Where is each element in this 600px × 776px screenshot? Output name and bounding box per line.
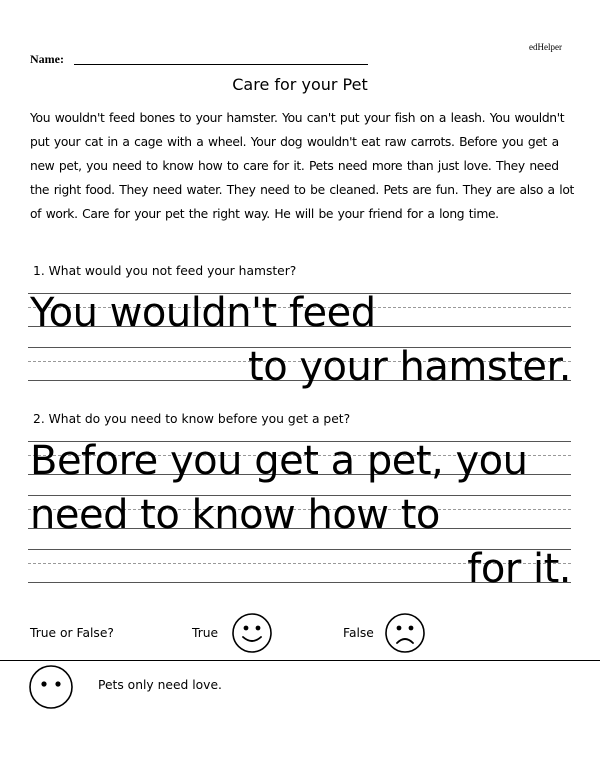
section-divider	[0, 660, 600, 661]
answer-2-text-3: for it.	[467, 546, 571, 592]
answer-2-text-1: Before you get a pet, you	[30, 438, 528, 484]
answer-2-line-3[interactable]	[28, 546, 571, 603]
question-1-prompt: 1. What would you not feed your hamster?	[33, 264, 297, 278]
true-false-label: True or False?	[30, 626, 114, 640]
frowning-face-icon[interactable]	[384, 612, 426, 658]
page-title: Care for your Pet	[232, 75, 368, 94]
answer-1-line-2[interactable]	[28, 344, 571, 401]
name-line[interactable]	[74, 64, 368, 65]
true-false-statement: Pets only need love.	[98, 678, 222, 692]
question-2-prompt: 2. What do you need to know before you get a pet?	[33, 412, 351, 426]
true-label: True	[192, 626, 219, 640]
name-label: Name:	[30, 52, 64, 66]
answer-1-text-2: to your hamster.	[248, 344, 571, 390]
neutral-face-icon[interactable]	[28, 664, 74, 714]
answer-2-line-2[interactable]	[28, 492, 571, 549]
answer-2-line-1[interactable]	[28, 438, 571, 495]
answer-1-text-1: You wouldn't feed	[30, 290, 376, 336]
brand-label: edHelper	[529, 42, 562, 52]
smiley-face-icon[interactable]	[231, 612, 273, 658]
reading-passage: You wouldn't feed bones to your hamster. You can't put your fish on a leash. You wouldn't put your cat in a cage with a wheel. Your dog wouldn't eat raw carrots. Before you get a new pet, you need to know how to care for it. Pets need more than just love. They need the right food. They need water. They need to be cleaned. Pets are fun. They are also a lot of work. Care for your pet the right way. He will be your friend for a long time.	[30, 111, 575, 221]
false-label: False	[343, 626, 374, 640]
answer-1-line-1[interactable]	[28, 290, 571, 347]
answer-2-text-2: need to know how to	[30, 492, 440, 538]
